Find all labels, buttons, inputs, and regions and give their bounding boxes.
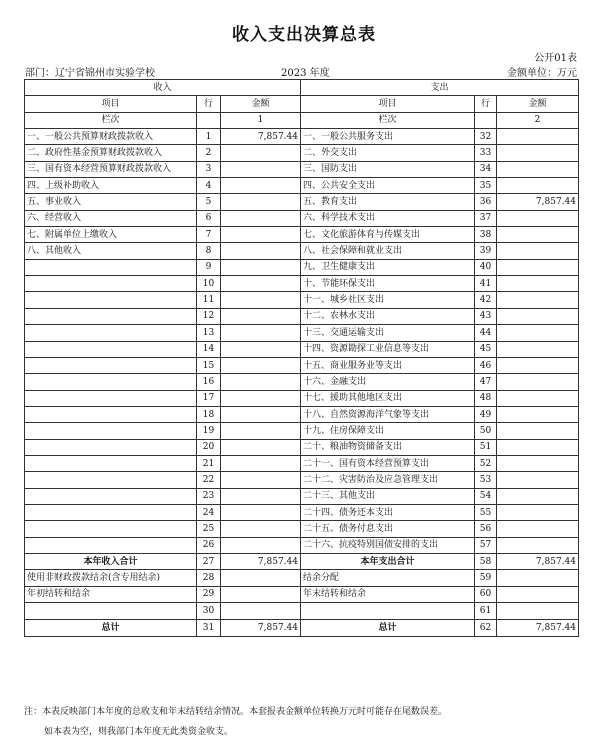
table-row [25,325,579,341]
expense-item: 十一、城乡社区支出 [301,292,475,308]
income-item [25,325,197,341]
expense-line: 52 [475,455,497,471]
expense-amount [497,145,579,161]
expense-line: 42 [475,292,497,308]
expense-line: 54 [475,488,497,504]
income-amount [221,455,301,471]
income-amount [221,161,301,177]
income-item [25,308,197,324]
expense-line: 59 [475,570,497,586]
income-amount [221,210,301,226]
income-item [25,390,197,406]
expense-amount [497,325,579,341]
income-total-line: 27 [197,553,221,569]
expense-amount [497,423,579,439]
income-line: 31 [197,620,221,636]
income-amount [221,488,301,504]
income-amount: 7,857.44 [221,620,301,636]
expense-item: 二十六、抗疫特别国债安排的支出 [301,537,475,553]
expense-item: 十七、援助其他地区支出 [301,390,475,406]
expense-total-amount: 7,857.44 [497,553,579,569]
table-row [25,210,579,226]
table-row [25,488,579,504]
expense-line: 32 [475,129,497,145]
income-item [25,357,197,373]
expense-amount [497,586,579,602]
income-item: 使用非财政拨款结余(含专用结余) [25,570,197,586]
income-line: 26 [197,537,221,553]
income-line: 24 [197,504,221,520]
expense-item: 十二、农林水支出 [301,308,475,324]
table-row [25,537,579,553]
table-row [25,374,579,390]
table-row [25,276,579,292]
expense-amount [497,357,579,373]
section-header-row [25,80,579,96]
income-amount [221,292,301,308]
table-row [25,129,579,145]
expense-amount [497,521,579,537]
income-item [25,259,197,275]
expense-item: 十三、交通运输支出 [301,325,475,341]
expense-amount [497,537,579,553]
income-line: 29 [197,586,221,602]
table-row [25,570,579,586]
expense-line: 33 [475,145,497,161]
income-item-header: 项目 [25,96,197,112]
expense-item: 五、教育支出 [301,194,475,210]
income-amount [221,390,301,406]
income-item [25,521,197,537]
income-item: 八、其他收入 [25,243,197,259]
grand-total-row [25,620,579,636]
expense-line: 53 [475,472,497,488]
income-line: 2 [197,145,221,161]
income-item: 三、国有资本经营预算财政拨款收入 [25,161,197,177]
expense-amount [497,603,579,620]
income-line: 8 [197,243,221,259]
income-line: 28 [197,570,221,586]
income-amount [221,276,301,292]
expense-item: 六、科学技术支出 [301,210,475,226]
expense-item: 十四、资源勘探工业信息等支出 [301,341,475,357]
expense-item: 二十五、债务付息支出 [301,521,475,537]
income-line: 6 [197,210,221,226]
income-item: 五、事业收入 [25,194,197,210]
expense-amount [497,406,579,422]
income-item [25,292,197,308]
income-line: 21 [197,455,221,471]
table-row [25,390,579,406]
income-amount [221,472,301,488]
expense-line-header: 行 [475,96,497,112]
expense-line: 40 [475,259,497,275]
expense-amount [497,455,579,471]
income-amount: 7,857.44 [221,129,301,145]
table-row [25,406,579,422]
expense-amount [497,439,579,455]
income-amount [221,325,301,341]
expense-amount [497,161,579,177]
expense-line: 36 [475,194,497,210]
expense-line: 61 [475,603,497,620]
income-item [25,537,197,553]
expense-line: 45 [475,341,497,357]
income-line: 19 [197,423,221,439]
table-row [25,455,579,471]
expense-amount [497,488,579,504]
income-amount [221,374,301,390]
table-row [25,603,579,620]
expense-amount [497,129,579,145]
income-line: 23 [197,488,221,504]
expense-item: 四、公共安全支出 [301,178,475,194]
expense-line: 50 [475,423,497,439]
income-line: 4 [197,178,221,194]
expense-item: 八、社会保障和就业支出 [301,243,475,259]
table-row [25,521,579,537]
income-amount [221,603,301,620]
expense-amount [497,374,579,390]
expense-amount [497,210,579,226]
income-item [25,455,197,471]
income-amount [221,586,301,602]
expense-item: 九、卫生健康支出 [301,259,475,275]
table-row [25,227,579,243]
empty-table-note: 如本表为空，则我部门本年度无此类资金收支。 [44,727,234,737]
expense-line: 60 [475,586,497,602]
table-row [25,178,579,194]
income-line: 9 [197,259,221,275]
expense-line: 39 [475,243,497,259]
amount-unit: 金额单位：万元 [507,68,577,79]
expense-line: 34 [475,161,497,177]
expense-column-index-line [475,112,497,128]
table-row [25,586,579,602]
expense-line: 51 [475,439,497,455]
income-amount [221,570,301,586]
income-item [25,439,197,455]
expense-item: 总计 [301,620,475,636]
expense-item: 年末结转和结余 [301,586,475,602]
expense-line: 57 [475,537,497,553]
expense-amount [497,292,579,308]
income-amount [221,439,301,455]
annual-total-row [25,553,579,569]
expense-amount [497,472,579,488]
table-row [25,341,579,357]
column-index-row [25,112,579,128]
expense-item: 十五、商业服务业等支出 [301,357,475,373]
income-section-header: 收入 [25,80,301,96]
income-total-amount: 7,857.44 [221,553,301,569]
expense-amount [497,504,579,520]
table-row [25,259,579,275]
income-amount [221,227,301,243]
expense-item: 二十一、国有资本经营预算支出 [301,455,475,471]
expense-line: 49 [475,406,497,422]
table-row [25,504,579,520]
income-amount [221,341,301,357]
income-total-label: 本年收入合计 [25,553,197,569]
expense-amount [497,341,579,357]
income-item: 年初结转和结余 [25,586,197,602]
income-item [25,374,197,390]
expense-line: 38 [475,227,497,243]
income-item: 四、上级补助收入 [25,178,197,194]
expense-amount: 7,857.44 [497,620,579,636]
income-line: 11 [197,292,221,308]
expense-line: 44 [475,325,497,341]
income-amount [221,178,301,194]
expense-line: 56 [475,521,497,537]
income-amount-header: 金额 [221,96,301,112]
expense-item: 二十、粮油物资储备支出 [301,439,475,455]
income-item [25,488,197,504]
footnote: 注：本表反映部门本年度的总收支和年末结转结余情况。本套报表金额单位转换万元时可能存在尾数误差。 [24,707,448,717]
income-amount [221,357,301,373]
expense-item: 十六、金融支出 [301,374,475,390]
income-column-index-line [197,112,221,128]
expense-line: 47 [475,374,497,390]
revenue-expenditure-table [24,79,579,637]
expense-amount [497,570,579,586]
income-line: 12 [197,308,221,324]
income-line: 30 [197,603,221,620]
income-line: 14 [197,341,221,357]
income-column-index-label: 栏次 [25,112,197,128]
income-column-index-number: 1 [221,112,301,128]
expense-line: 43 [475,308,497,324]
expense-line: 35 [475,178,497,194]
fiscal-year: 2023 年度 [281,68,330,79]
expense-item-header: 项目 [301,96,475,112]
income-line: 22 [197,472,221,488]
department-label: 部门：辽宁省锦州市实验学校 [25,68,155,79]
income-item [25,423,197,439]
expense-item [301,603,475,620]
income-line: 1 [197,129,221,145]
expense-line: 37 [475,210,497,226]
expense-amount: 7,857.44 [497,194,579,210]
income-item: 七、附属单位上缴收入 [25,227,197,243]
income-amount [221,145,301,161]
expense-amount [497,276,579,292]
income-item [25,472,197,488]
table-row [25,194,579,210]
income-line: 10 [197,276,221,292]
expense-item: 二十四、债务还本支出 [301,504,475,520]
income-line: 20 [197,439,221,455]
expense-amount-header: 金额 [497,96,579,112]
table-row [25,308,579,324]
table-row [25,357,579,373]
table-row [25,145,579,161]
income-line: 25 [197,521,221,537]
expense-item: 二、外交支出 [301,145,475,161]
income-line-header: 行 [197,96,221,112]
expense-item: 二十二、灾害防治及应急管理支出 [301,472,475,488]
income-line: 15 [197,357,221,373]
expense-item: 十八、自然资源海洋气象等支出 [301,406,475,422]
income-amount [221,521,301,537]
table-row [25,161,579,177]
income-amount [221,243,301,259]
expense-item: 十九、住房保障支出 [301,423,475,439]
expense-line: 48 [475,390,497,406]
income-amount [221,308,301,324]
expense-total-label: 本年支出合计 [301,553,475,569]
income-amount [221,406,301,422]
income-item [25,406,197,422]
income-item [25,276,197,292]
income-amount [221,423,301,439]
expense-item: 三、国防支出 [301,161,475,177]
income-item: 总计 [25,620,197,636]
table-row [25,292,579,308]
income-line: 18 [197,406,221,422]
income-item [25,341,197,357]
income-amount [221,504,301,520]
expense-amount [497,243,579,259]
expense-line: 41 [475,276,497,292]
expense-total-line: 58 [475,553,497,569]
income-line: 13 [197,325,221,341]
expense-line: 62 [475,620,497,636]
income-item [25,603,197,620]
income-amount [221,537,301,553]
expense-item: 二十三、其他支出 [301,488,475,504]
income-line: 5 [197,194,221,210]
expense-column-index-number: 2 [497,112,579,128]
expense-amount [497,390,579,406]
income-line: 7 [197,227,221,243]
income-line: 17 [197,390,221,406]
income-item: 二、政府性基金预算财政拨款收入 [25,145,197,161]
table-row [25,439,579,455]
income-item: 一、一般公共预算财政拨款收入 [25,129,197,145]
table-row [25,423,579,439]
income-item [25,504,197,520]
income-amount [221,259,301,275]
income-item: 六、经营收入 [25,210,197,226]
expense-section-header: 支出 [301,80,579,96]
expense-item: 七、文化旅游体育与传媒支出 [301,227,475,243]
expense-amount [497,308,579,324]
expense-item: 一、一般公共服务支出 [301,129,475,145]
expense-column-index-label: 栏次 [301,112,475,128]
expense-line: 46 [475,357,497,373]
income-amount [221,194,301,210]
expense-amount [497,178,579,194]
expense-item: 结余分配 [301,570,475,586]
expense-line: 55 [475,504,497,520]
expense-amount [497,227,579,243]
table-row [25,243,579,259]
income-line: 3 [197,161,221,177]
income-line: 16 [197,374,221,390]
expense-amount [497,259,579,275]
table-row [25,472,579,488]
column-header-row [25,96,579,112]
expense-item: 十、节能环保支出 [301,276,475,292]
form-number: 公开01表 [534,53,577,64]
page-title: 收入支出决算总表 [232,25,376,45]
